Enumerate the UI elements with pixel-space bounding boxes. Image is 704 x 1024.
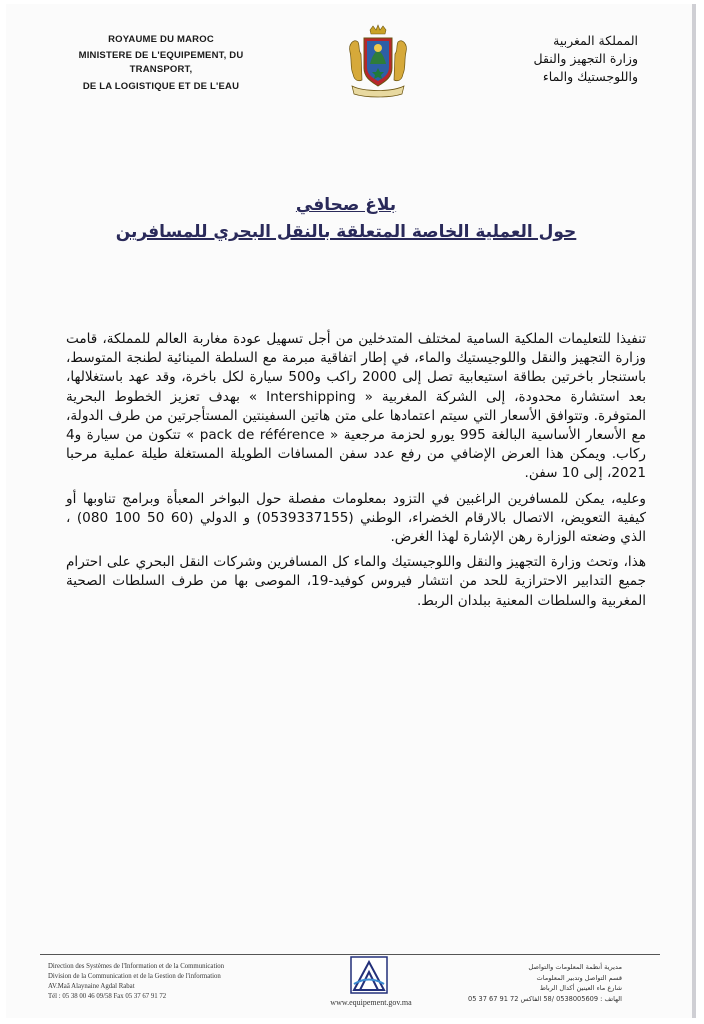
press-release-page (6, 4, 696, 1018)
paragraph-1: تنفيذا للتعليمات الملكية السامية لمختلف المتدخلين من أجل تسهيل عودة مغاربة العالم للمملكة، قامت وزارة التجهيز والنقل واللوجيستيك والماء، في إطار اتفاقية مبرمة مع السلطة المينائية لطنجة المتوسط، باستنجار باخرتين بطاقة استيعابية تصل إلى 2000 راكب و500 سيارة لكل باخرة، وقد عهد باستغلالها، بعد استشارة محدودة، إلى الشركة المغربية « Intershipping » بهدف تعزيز الخطوط البحرية المتوفرة. وتتوافق الأسعار التي سيتم اعتمادها على متن هاتين السفينتين المستأجرتين من طرف الدولة، مع الأسعار الأساسية البالغة 995 يورو لحزمة مرجعية « pack de référence » تتكون من سيارة و4 ركاب. ويمكن هذا العرض الإضافي من رفع عدد سفن المسافات الطويلة المستغلة طيلة عملية مرحبا 2021، إلى 10 سفن. (66, 331, 647, 482)
footer-left-line4: Tél : 05 38 00 46 09/58 Fax 05 37 67 91 72 (48, 993, 167, 1000)
footer-website-link[interactable]: www.equipement.gov.ma (330, 998, 412, 1007)
footer-right-line1: مديرية أنظمة المعلومات والتواصل (528, 963, 622, 971)
header-french (46, 30, 276, 97)
header-fr-line3: DE LA LOGISTIQUE ET DE L'EAU (82, 81, 240, 92)
header-arabic (428, 32, 638, 86)
paragraph-2: وعليه، يمكن للمسافرين الراغبين في التزود بمعلومات مفصلة حول البواخر المعبأة وبرامج تناوبها أو كيفية التعويض، الاتصال بالارقام الخضراء، الوطني (0539337155) و الدولي (60 50 100 080) ، الذي وضعته الوزارة رهن الإشارة لهذا الغرض. (66, 490, 646, 546)
footer-right-line3: شارع ماء العينين أكدال الرباط (539, 984, 622, 992)
header-ar-line2: وزارة التجهيز والنقل (533, 51, 638, 66)
footer-arabic (422, 962, 622, 1004)
footer-french (48, 962, 308, 1002)
footer-right-line4: الهاتف : 0538005609 /58 الفاكس 72 91 67 37 05 (468, 994, 622, 1003)
ministry-logo-icon (350, 956, 388, 996)
header-fr-line2: MINISTERE DE L'EQUIPEMENT, DU TRANSPORT, (78, 50, 244, 75)
footer-right-line2: قسم التواصل وتدبير المعلومات (536, 973, 622, 982)
header-ar-line1: المملكة المغربية (553, 33, 638, 48)
header-ar-line3: واللوجستيك والماء (542, 69, 638, 84)
paragraph-3: هذا، وتحث وزارة التجهيز والنقل واللوجيستيك والماء كل المسافرين وشركات النقل البحري على احترام جميع التدابير الاحترازية للحد من انتشار فيروس كوفيد-19، الموصى بها من طرف السلطات الصحية المغربية والسلطات المعنية ببلدان الربط. (66, 554, 647, 609)
footer-left-line2: Division de la Communication et de la Gestion de l'information (48, 973, 221, 980)
moroccan-coat-of-arms-icon (344, 24, 412, 102)
title-press-release: بلاغ صحافي (295, 195, 397, 215)
title-block (66, 192, 626, 246)
header-fr-line1: ROYAUME DU MAROC (108, 34, 214, 45)
footer-left-line1: Direction des Systèmes de l'Information et de la Communication (48, 963, 225, 970)
footer-divider (40, 954, 660, 955)
title-subject: حول العملية الخاصة المتعلقة بالنقل البحري للمسافرين (115, 222, 577, 242)
body-text (66, 330, 646, 617)
footer-left-line3: AV.Maâ Alaynaine Agdal Rabat (48, 983, 135, 990)
